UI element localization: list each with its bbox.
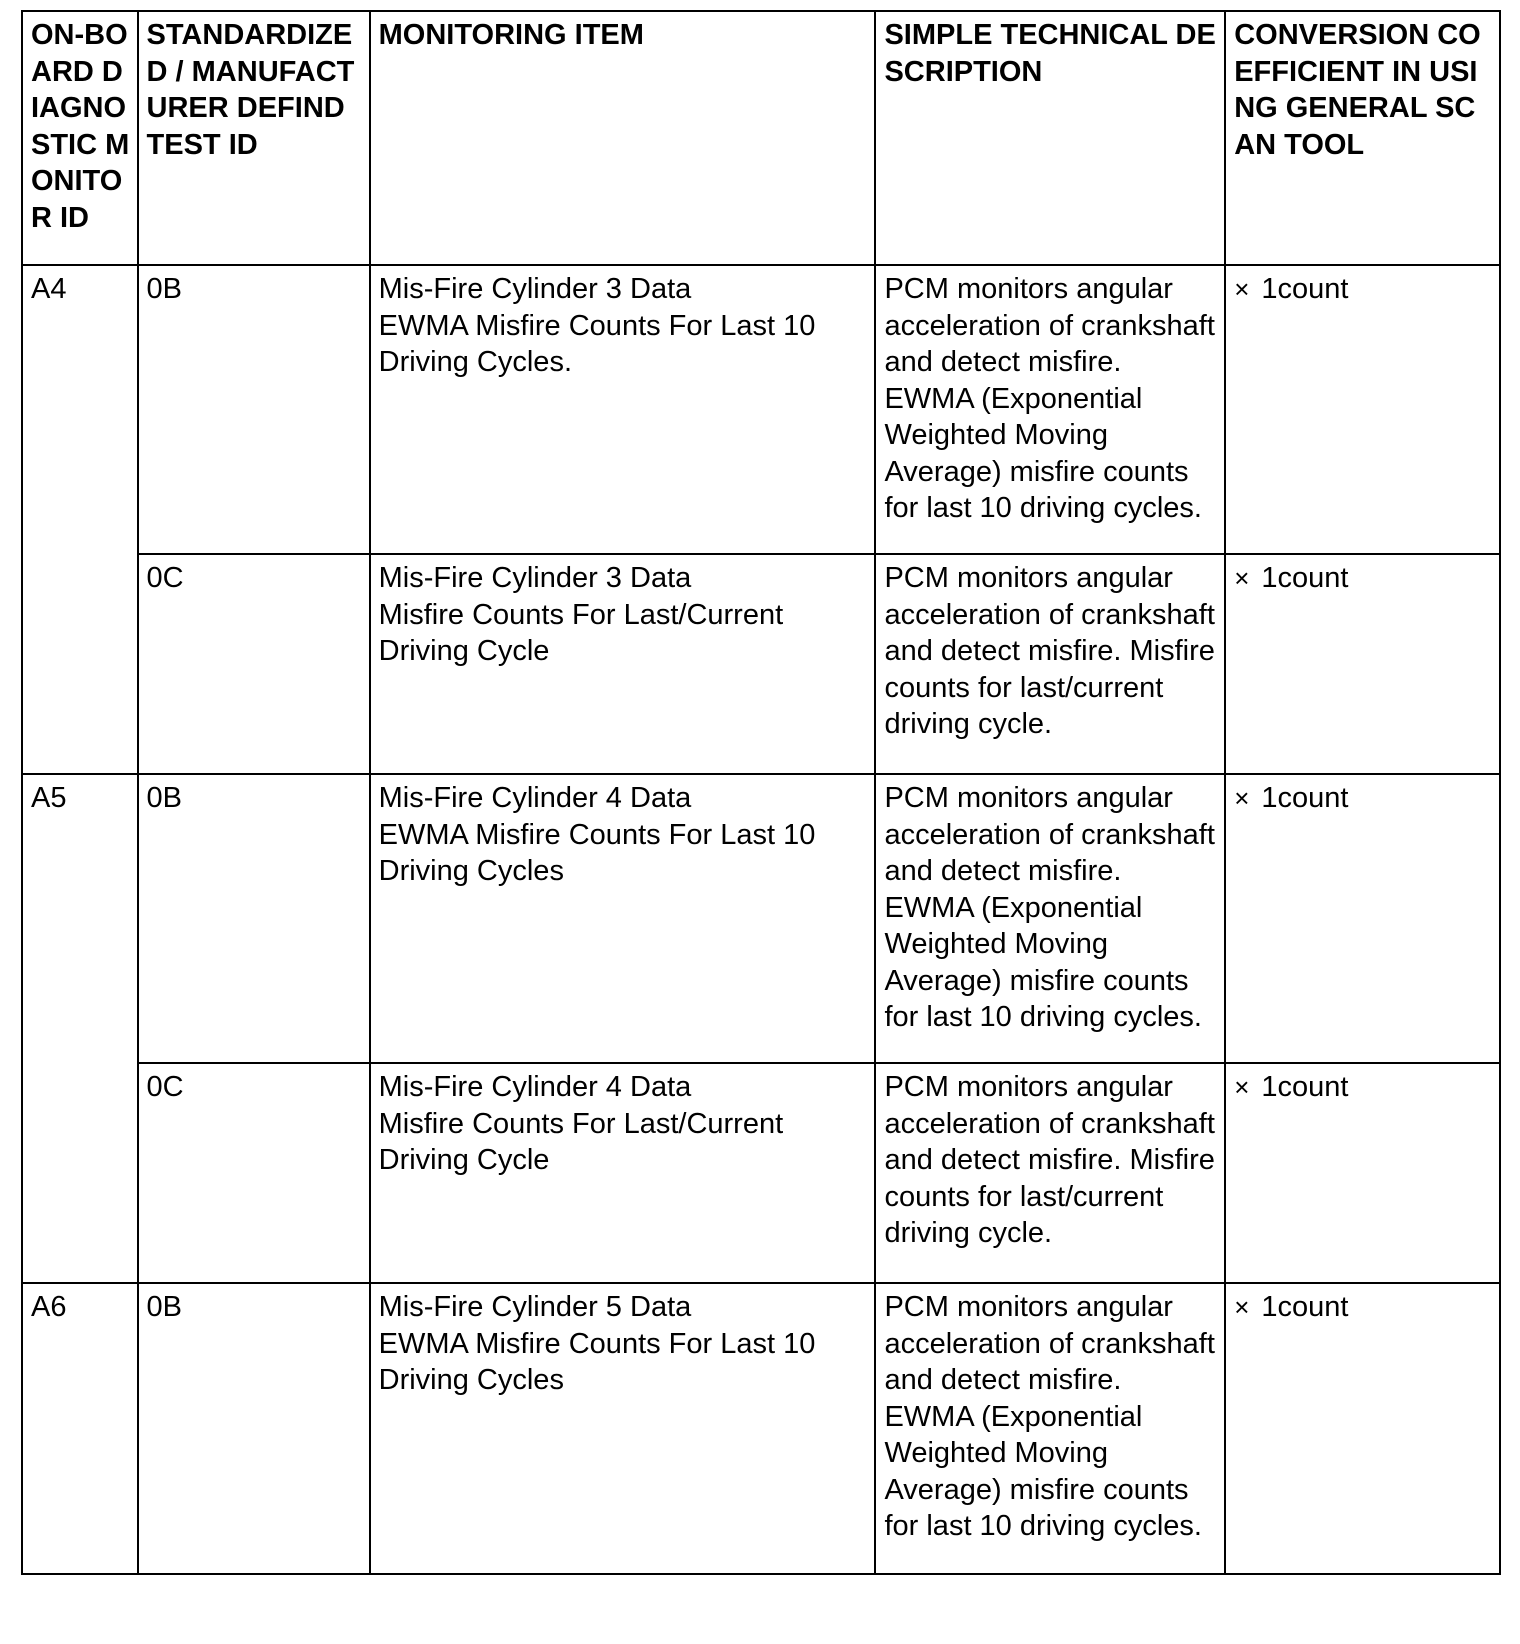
header-monitoring-item: MONITORING ITEM <box>370 11 876 265</box>
monitoring-item-cell <box>370 554 876 774</box>
description-cell <box>875 265 1225 554</box>
monitor-id-cell <box>22 774 138 1283</box>
coefficient-cell <box>1225 1063 1500 1283</box>
test-id: 0B <box>146 782 183 814</box>
test-id-cell <box>138 554 370 774</box>
monitor-id: A4 <box>31 273 67 305</box>
description: PCM monitors angular acceleration of crankshaft and detect misfire. EWMA (Exponential Weighted Moving Average) misfire counts for last 10 driving cycles. <box>884 273 1215 524</box>
monitor-id: A6 <box>31 1291 67 1323</box>
multiply-symbol: × <box>1234 1292 1250 1322</box>
table-row <box>22 265 1500 554</box>
monitoring-item: Mis-Fire Cylinder 5 Data EWMA Misfire Counts For Last 10 Driving Cycles <box>378 1291 816 1396</box>
monitoring-item-cell <box>370 774 876 1063</box>
description: PCM monitors angular acceleration of crankshaft and detect misfire. EWMA (Exponential Weighted Moving Average) misfire counts for last 10 driving cycles. <box>884 782 1215 1033</box>
coefficient: 1count <box>1261 1291 1349 1323</box>
description-cell <box>875 554 1225 774</box>
monitoring-item: Mis-Fire Cylinder 4 Data Misfire Counts For Last/Current Driving Cycle <box>378 1071 784 1176</box>
header-conversion-coefficient: CONVERSION COEFFICIENT IN USING GENERAL SCAN TOOL <box>1225 11 1500 265</box>
coefficient-cell <box>1225 265 1500 554</box>
monitor-id: A5 <box>31 782 67 814</box>
header-description: SIMPLE TECHNICAL DESCRIPTION <box>875 11 1225 265</box>
monitoring-item: Mis-Fire Cylinder 4 Data EWMA Misfire Counts For Last 10 Driving Cycles <box>378 782 816 887</box>
test-id: 0B <box>146 273 183 305</box>
table-row <box>22 1283 1500 1574</box>
test-id: 0B <box>146 1291 183 1323</box>
test-id: 0C <box>146 1071 184 1103</box>
test-id: 0C <box>146 562 184 594</box>
table-row <box>22 554 1500 774</box>
coefficient-cell <box>1225 1283 1500 1574</box>
obd-monitor-table <box>21 10 1501 1575</box>
monitor-id-cell <box>22 1283 138 1574</box>
description-cell <box>875 774 1225 1063</box>
monitoring-item-cell <box>370 1283 876 1574</box>
test-id-cell <box>138 1283 370 1574</box>
header-row <box>22 11 1500 265</box>
coefficient: 1count <box>1261 1071 1349 1103</box>
coefficient-cell <box>1225 774 1500 1063</box>
header-test-id: STANDARDIZED / MANUFACTURER DEFIND TEST ID <box>138 11 370 265</box>
multiply-symbol: × <box>1234 563 1250 593</box>
monitoring-item: Mis-Fire Cylinder 3 Data EWMA Misfire Counts For Last 10 Driving Cycles. <box>378 273 816 378</box>
coefficient-cell <box>1225 554 1500 774</box>
multiply-symbol: × <box>1234 274 1250 304</box>
test-id-cell <box>138 265 370 554</box>
description-cell <box>875 1283 1225 1574</box>
monitoring-item-cell <box>370 265 876 554</box>
coefficient: 1count <box>1261 273 1349 305</box>
coefficient: 1count <box>1261 782 1349 814</box>
multiply-symbol: × <box>1234 1072 1250 1102</box>
monitoring-item: Mis-Fire Cylinder 3 Data Misfire Counts For Last/Current Driving Cycle <box>378 562 784 667</box>
monitoring-item-cell <box>370 1063 876 1283</box>
monitor-id-cell <box>22 265 138 774</box>
description: PCM monitors angular acceleration of crankshaft and detect misfire. Misfire counts for last/current driving cycle. <box>884 1071 1215 1249</box>
table-row <box>22 1063 1500 1283</box>
description: PCM monitors angular acceleration of crankshaft and detect misfire. Misfire counts for last/current driving cycle. <box>884 562 1215 740</box>
header-monitor-id: ON-BOARD DIAGNOSTIC MONITOR ID <box>22 11 138 265</box>
test-id-cell <box>138 1063 370 1283</box>
description-cell <box>875 1063 1225 1283</box>
coefficient: 1count <box>1261 562 1349 594</box>
table-row <box>22 774 1500 1063</box>
description: PCM monitors angular acceleration of crankshaft and detect misfire. EWMA (Exponential Weighted Moving Average) misfire counts for last 10 driving cycles. <box>884 1291 1215 1542</box>
multiply-symbol: × <box>1234 783 1250 813</box>
test-id-cell <box>138 774 370 1063</box>
